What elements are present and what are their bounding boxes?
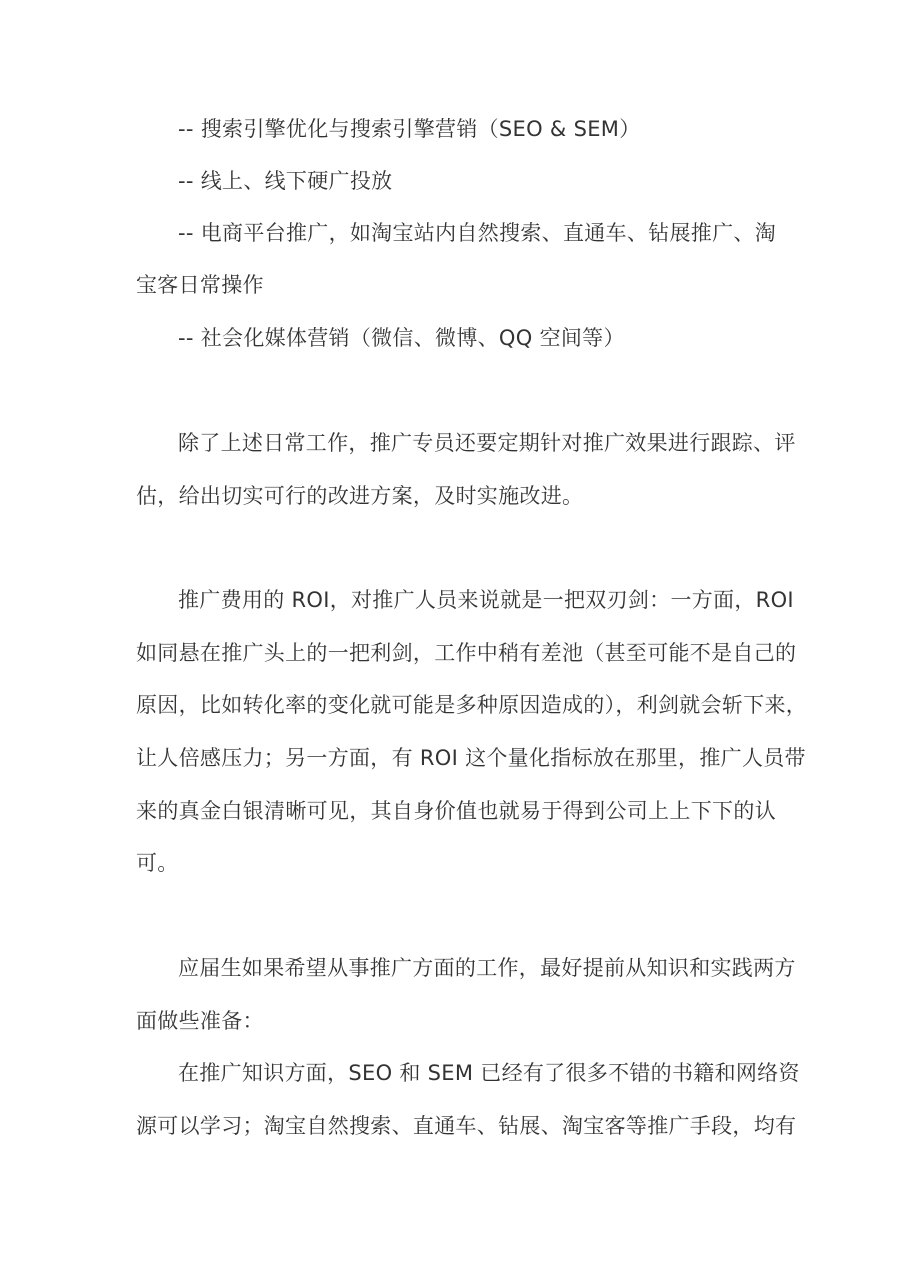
list-item-seo-sem: -- 搜索引擎优化与搜索引擎营销（SEO & SEM）: [178, 117, 641, 141]
paragraph-line: 来的真金白银清晰可见，其自身价值也就易于得到公司上上下下的认: [136, 799, 776, 823]
paragraph-line: 让人倍感压力；另一方面，有 ROI 这个量化指标放在那里，推广人员带: [136, 746, 806, 770]
paragraph-line: 原因，比如转化率的变化就可能是多种原因造成的），利剑就会斩下来，: [136, 693, 808, 717]
paragraph-line: 推广费用的 ROI，对推广人员来说就是一把双刃剑：一方面，ROI: [178, 588, 794, 612]
paragraph-line: 可。: [136, 851, 179, 875]
paragraph-line: 应届生如果希望从事推广方面的工作，最好提前从知识和实践两方: [178, 956, 796, 980]
list-item-ecommerce: -- 电商平台推广，如淘宝站内自然搜索、直通车、钻展推广、淘: [178, 221, 776, 245]
paragraph-line: 在推广知识方面，SEO 和 SEM 已经有了很多不错的书籍和网络资: [178, 1061, 800, 1085]
paragraph-line: 面做些准备：: [136, 1009, 264, 1033]
list-item-ecommerce-cont: 宝客日常操作: [136, 273, 264, 297]
paragraph-line: 估，给出切实可行的改进方案，及时实施改进。: [136, 484, 584, 508]
paragraph-line: 源可以学习；淘宝自然搜索、直通车、钻展、淘宝客等推广手段，均有: [136, 1114, 797, 1138]
paragraph-line: 除了上述日常工作，推广专员还要定期针对推广效果进行跟踪、评: [178, 431, 796, 455]
paragraph-line: 如同悬在推广头上的一把利剑，工作中稍有差池（甚至可能不是自己的: [136, 641, 797, 665]
list-item-ads: -- 线上、线下硬广投放: [178, 169, 393, 193]
list-item-social: -- 社会化媒体营销（微信、微博、QQ 空间等）: [178, 326, 625, 350]
